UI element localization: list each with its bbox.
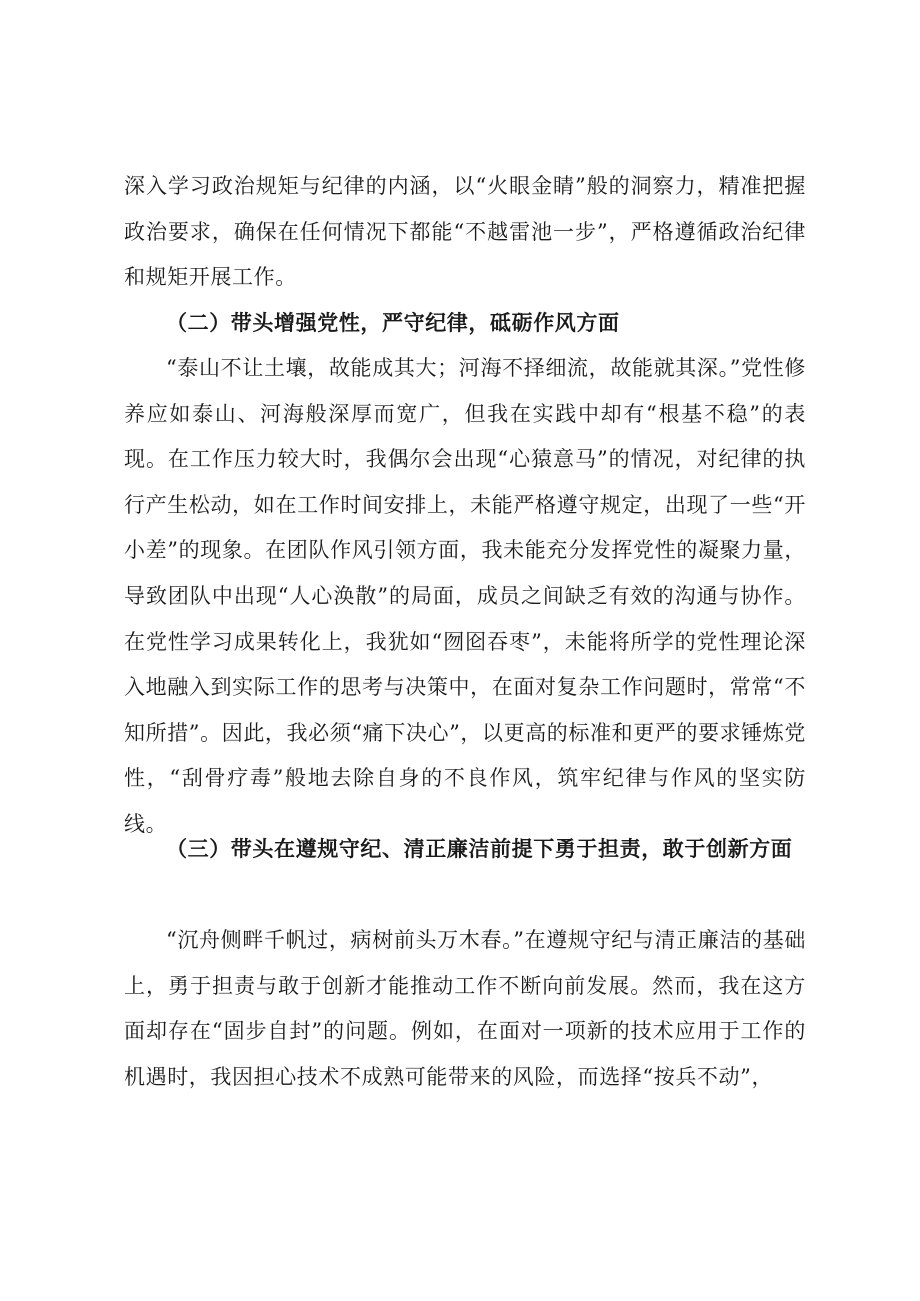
- section-two-heading: （二）带头增强党性，严守纪律，砥砺作风方面: [166, 310, 620, 335]
- section-two-paragraph: “泰山不让土壤，故能成其大；河海不择细流，故能就其深。”党性修养应如泰山、河海般深厚而宽广，但我在实践中却有“根基不稳”的表现。在工作压力较大时，我偶尔会出现“心猿意马”的情况，对纪律的执行产生松动，如在工作时间安排上，未能严格遵守规定，出现了一些“开小差”的现象。在团队作风引领方面，我未能充分发挥党性的凝聚力量，导致团队中出现“人心涣散”的局面，成员之间缺乏有效的沟通与协作。在党性学习成果转化上，我犹如“囫囵吞枣”，未能将所学的党性理论深入地融入到实际工作的思考与决策中，在面对复杂工作问题时，常常“不知所措”。因此，我必须“痛下决心”，以更高的标准和更严的要求锤炼党性，“刮骨疗毒”般地去除自身的不良作风，筑牢纪律与作风的坚实防线。: [124, 356, 807, 836]
- section-three-paragraph: “沉舟侧畔千帆过，病树前头万木春。”在遵规守纪与清正廉洁的基础上，勇于担责与敢于创新才能推动工作不断向前发展。然而，我在这方面却存在“固步自封”的问题。例如，在面对一项新的技术应用于工作的机遇时，我因担心技术不成熟可能带来的风险，而选择“按兵不动”，: [124, 928, 806, 1089]
- section-three-heading: （三）带头在遵规守纪、清正廉洁前提下勇于担责，敢于创新方面: [166, 836, 793, 861]
- intro-paragraph: 深入学习政治规矩与纪律的内涵，以“火眼金睛”般的洞察力，精准把握政治要求，确保在任何情况下都能“不越雷池一步”，严格遵循政治纪律和规矩开展工作。: [124, 174, 806, 290]
